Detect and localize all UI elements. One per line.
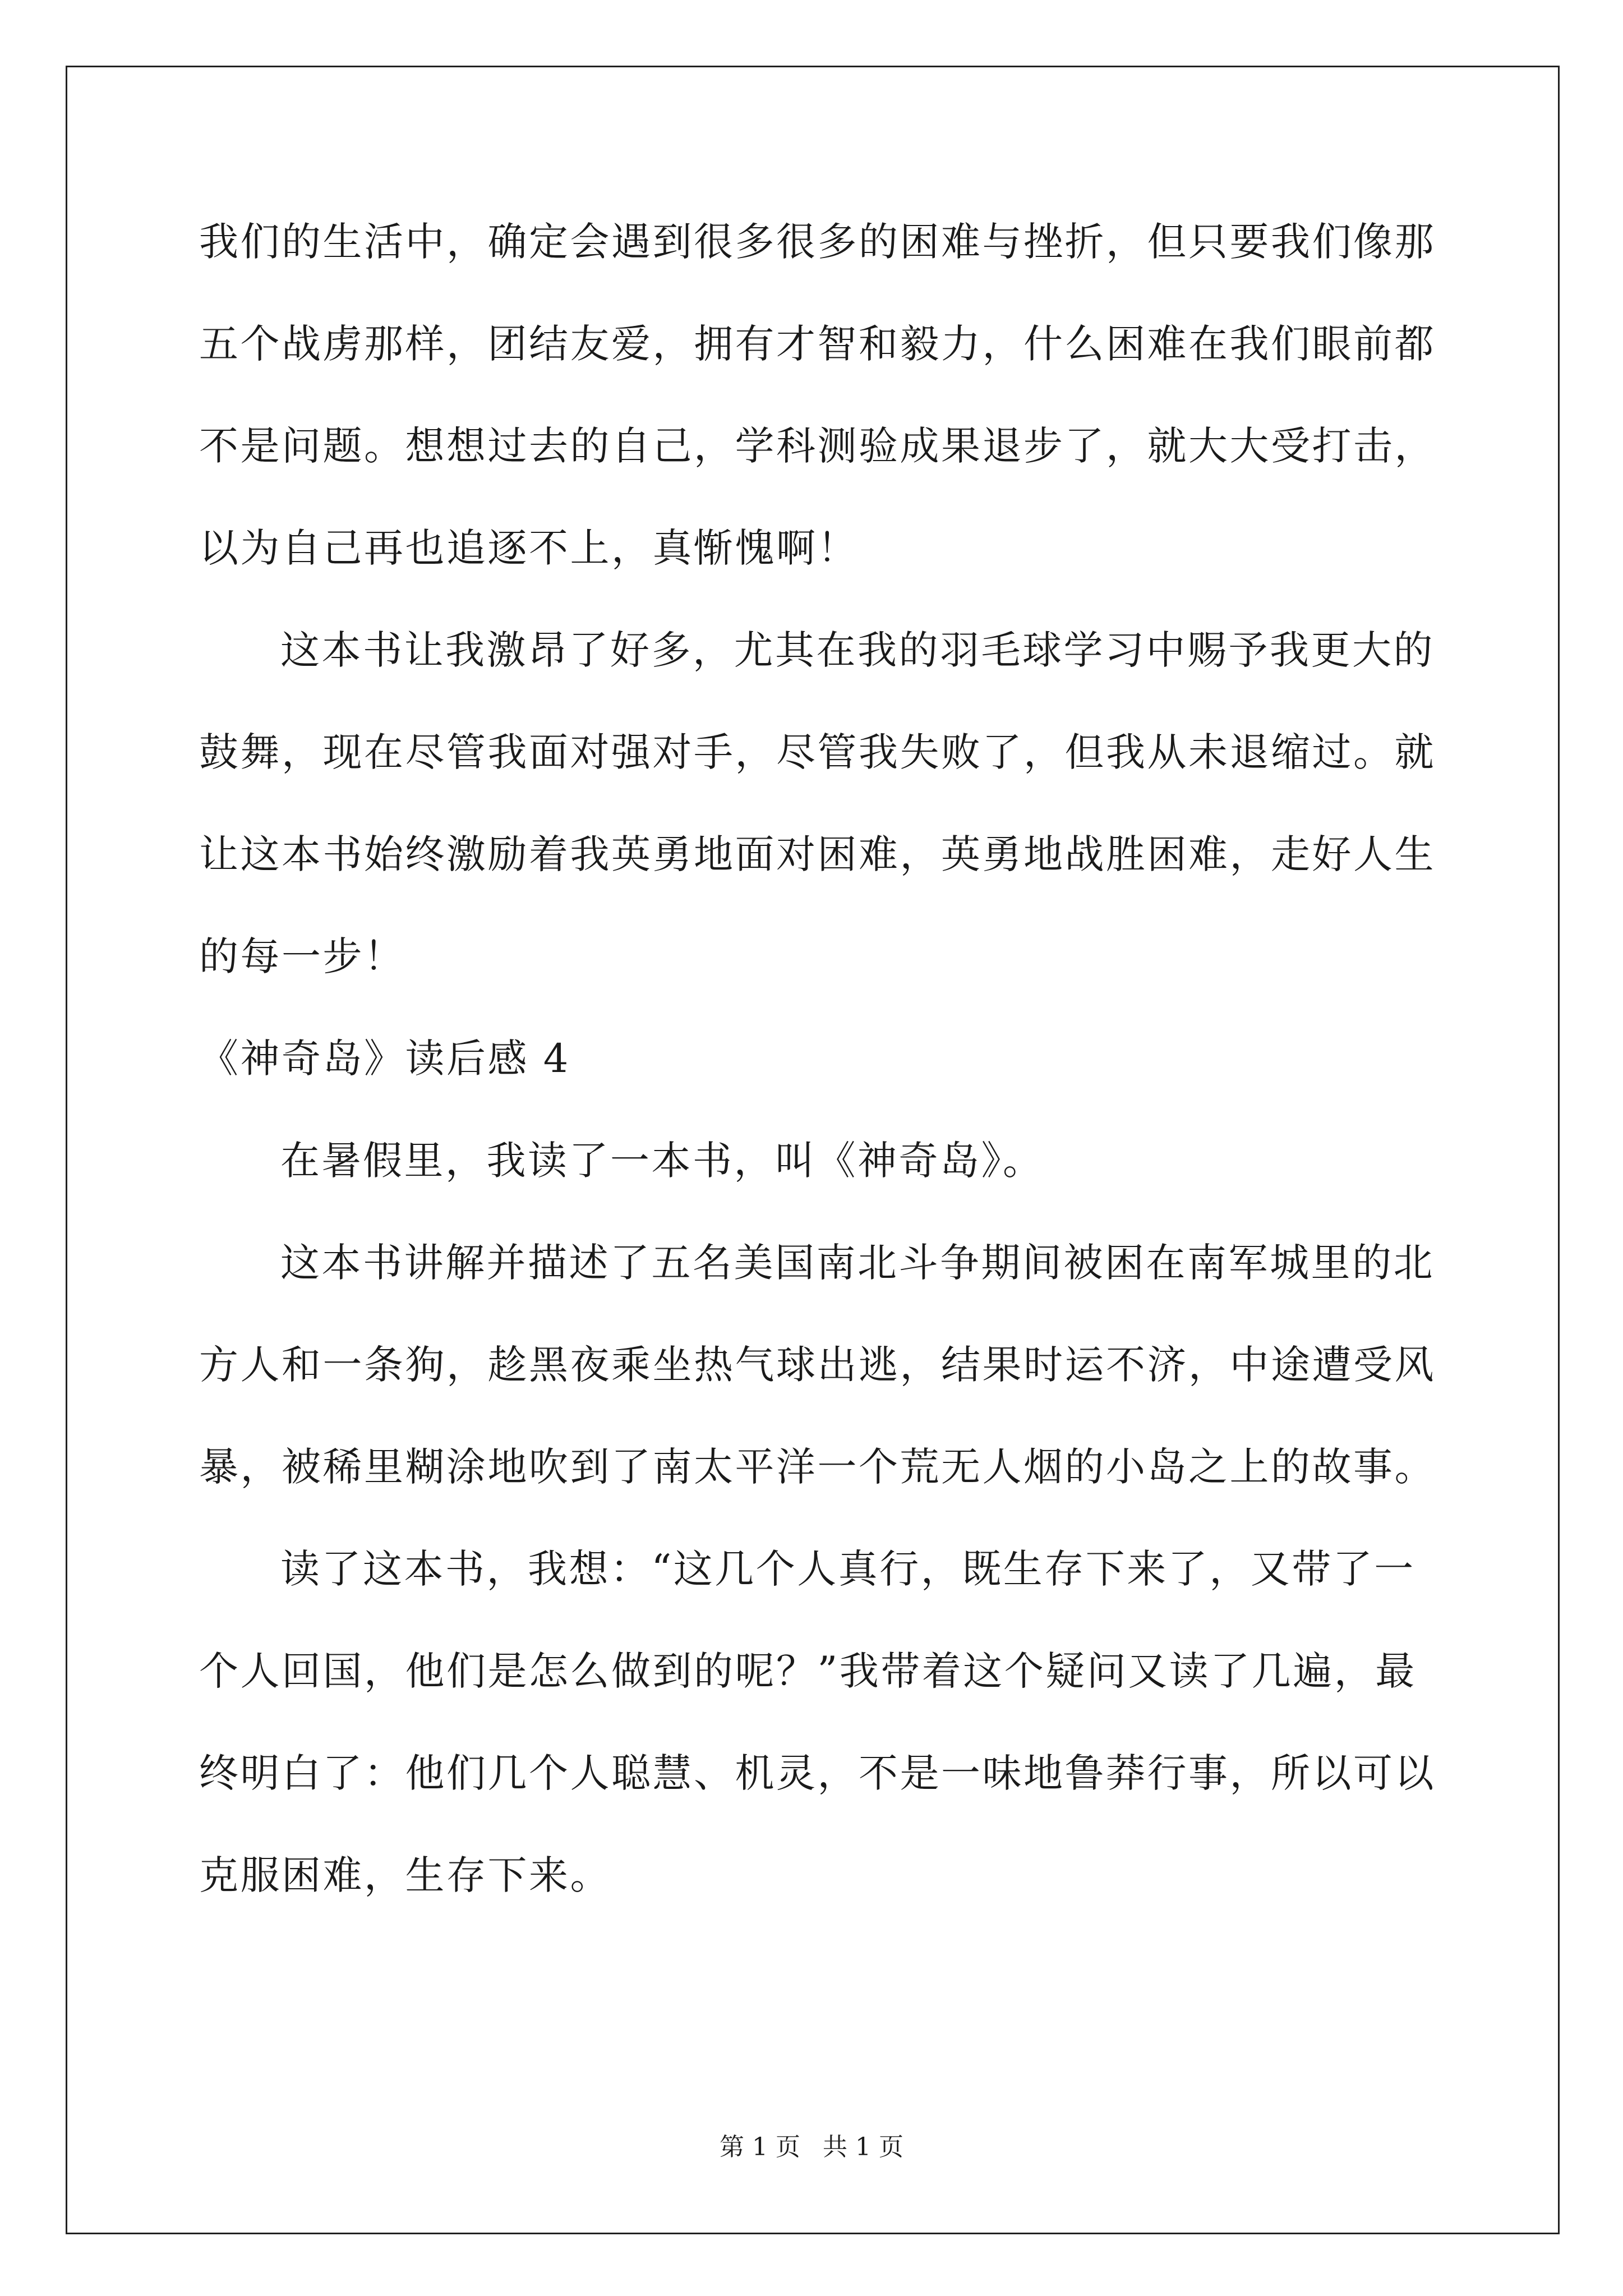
text-line: 方人和一条狗，趁黑夜乘坐热气球出逃，结果时运不济，中途遭受风	[199, 1342, 1436, 1388]
text-line: 暴，被稀里糊涂地吹到了南太平洋一个荒无人烟的小岛之上的故事。	[199, 1444, 1436, 1490]
text-line: 不是问题。想想过去的自己，学科测验成果退步了，就大大受打击，	[199, 423, 1436, 469]
text-line: 以为自己再也追逐不上，真惭愧啊！	[199, 525, 859, 571]
text-line: 克服困难，生存下来。	[199, 1852, 611, 1898]
text-line: 终明白了：他们几个人聪慧、机灵，不是一味地鲁莽行事，所以可以	[199, 1750, 1436, 1796]
text-line: 个人回国，他们是怎么做到的呢？”我带着这个疑问又读了几遍，最	[199, 1648, 1417, 1694]
paragraph-start-line: 这本书讲解并描述了五名美国南北斗争期间被困在南军城里的北	[280, 1240, 1435, 1286]
page-total: 共 1 页	[823, 2133, 903, 2161]
text-line: 鼓舞，现在尽管我面对强对手，尽管我失败了，但我从未退缩过。就	[199, 729, 1436, 775]
paragraph-start-line: 这本书让我激昂了好多，尤其在我的羽毛球学习中赐予我更大的	[280, 627, 1435, 673]
document-body	[199, 191, 1436, 1926]
text-line: 让这本书始终激励着我英勇地面对困难，英勇地战胜困难，走好人生	[199, 831, 1436, 877]
text-line: 我们的生活中，确定会遇到很多很多的困难与挫折，但只要我们像那	[199, 219, 1436, 265]
paragraph-start-line: 读了这本书，我想：“这几个人真行，既生存下来了，又带了一	[280, 1546, 1415, 1592]
paragraph-start-line: 在暑假里，我读了一本书，叫《神奇岛》。	[280, 1138, 1044, 1184]
text-line: 五个战虏那样，团结友爱，拥有才智和毅力，什么困难在我们眼前都	[199, 321, 1436, 367]
section-heading: 《神奇岛》读后感 4	[199, 1036, 570, 1082]
page-number: 第 1 页	[720, 2133, 800, 2161]
text-line: 的每一步！	[199, 933, 405, 979]
page-footer	[0, 2131, 1623, 2164]
